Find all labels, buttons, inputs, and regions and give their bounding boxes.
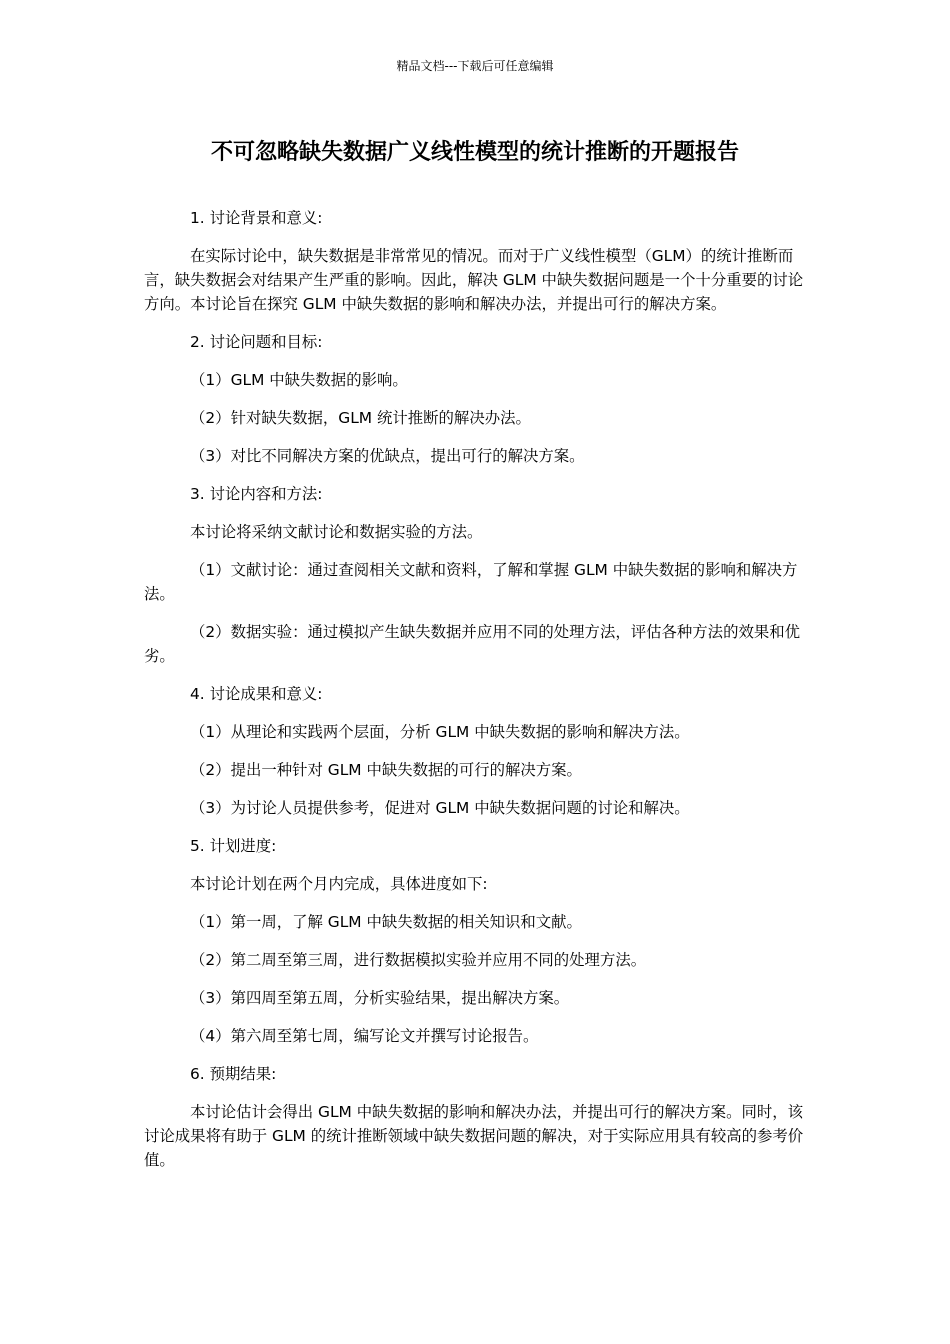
list-item: （1）文献讨论：通过查阅相关文献和资料，了解和掌握 GLM 中缺失数据的影响和解决方法。 [144, 561, 798, 603]
section-heading-4: 4. 讨论成果和意义: [190, 685, 323, 703]
list-item: （1）GLM 中缺失数据的影响。 [190, 371, 408, 389]
list-item: （2）数据实验：通过模拟产生缺失数据并应用不同的处理方法，评估各种方法的效果和优劣。 [144, 623, 801, 665]
section-heading-5: 5. 计划进度: [190, 837, 277, 855]
document-body [144, 206, 808, 1186]
paragraph: 在实际讨论中，缺失数据是非常常见的情况。而对于广义线性模型（GLM）的统计推断而言，缺失数据会对结果产生严重的影响。因此，解决 GLM 中缺失数据问题是一个十分重要的讨论方向。本讨论旨在探究 GLM 中缺失数据的影响和解决办法，并提出可行的解决方案。 [144, 247, 804, 313]
section-heading-3: 3. 讨论内容和方法: [190, 485, 323, 503]
paragraph: 本讨论计划在两个月内完成，具体进度如下: [190, 875, 488, 893]
list-item: （3）对比不同解决方案的优缺点，提出可行的解决方案。 [190, 447, 585, 465]
paragraph: 本讨论将采纳文献讨论和数据实验的方法。 [190, 523, 483, 541]
page-header: 精品文档---下载后可任意编辑 [396, 59, 554, 73]
paragraph: 本讨论估计会得出 GLM 中缺失数据的影响和解决办法，并提出可行的解决方案。同时，该讨论成果将有助于 GLM 的统计推断领域中缺失数据问题的解决，对于实际应用具有较高的参考价值。 [144, 1103, 804, 1169]
list-item: （2）针对缺失数据，GLM 统计推断的解决办法。 [190, 409, 531, 427]
list-item: （2）提出一种针对 GLM 中缺失数据的可行的解决方案。 [190, 761, 582, 779]
document-title: 不可忽略缺失数据广义线性模型的统计推断的开题报告 [210, 140, 739, 165]
list-item: （3）为讨论人员提供参考，促进对 GLM 中缺失数据问题的讨论和解决。 [190, 799, 690, 817]
list-item: （1）第一周，了解 GLM 中缺失数据的相关知识和文献。 [190, 913, 582, 931]
list-item: （1）从理论和实践两个层面，分析 GLM 中缺失数据的影响和解决方法。 [190, 723, 690, 741]
section-heading-6: 6. 预期结果: [190, 1065, 277, 1083]
list-item: （3）第四周至第五周，分析实验结果，提出解决方案。 [190, 989, 570, 1007]
list-item: （4）第六周至第七周，编写论文并撰写讨论报告。 [190, 1027, 539, 1045]
list-item: （2）第二周至第三周，进行数据模拟实验并应用不同的处理方法。 [190, 951, 647, 969]
section-heading-1: 1. 讨论背景和意义: [190, 209, 323, 227]
section-heading-2: 2. 讨论问题和目标: [190, 333, 323, 351]
